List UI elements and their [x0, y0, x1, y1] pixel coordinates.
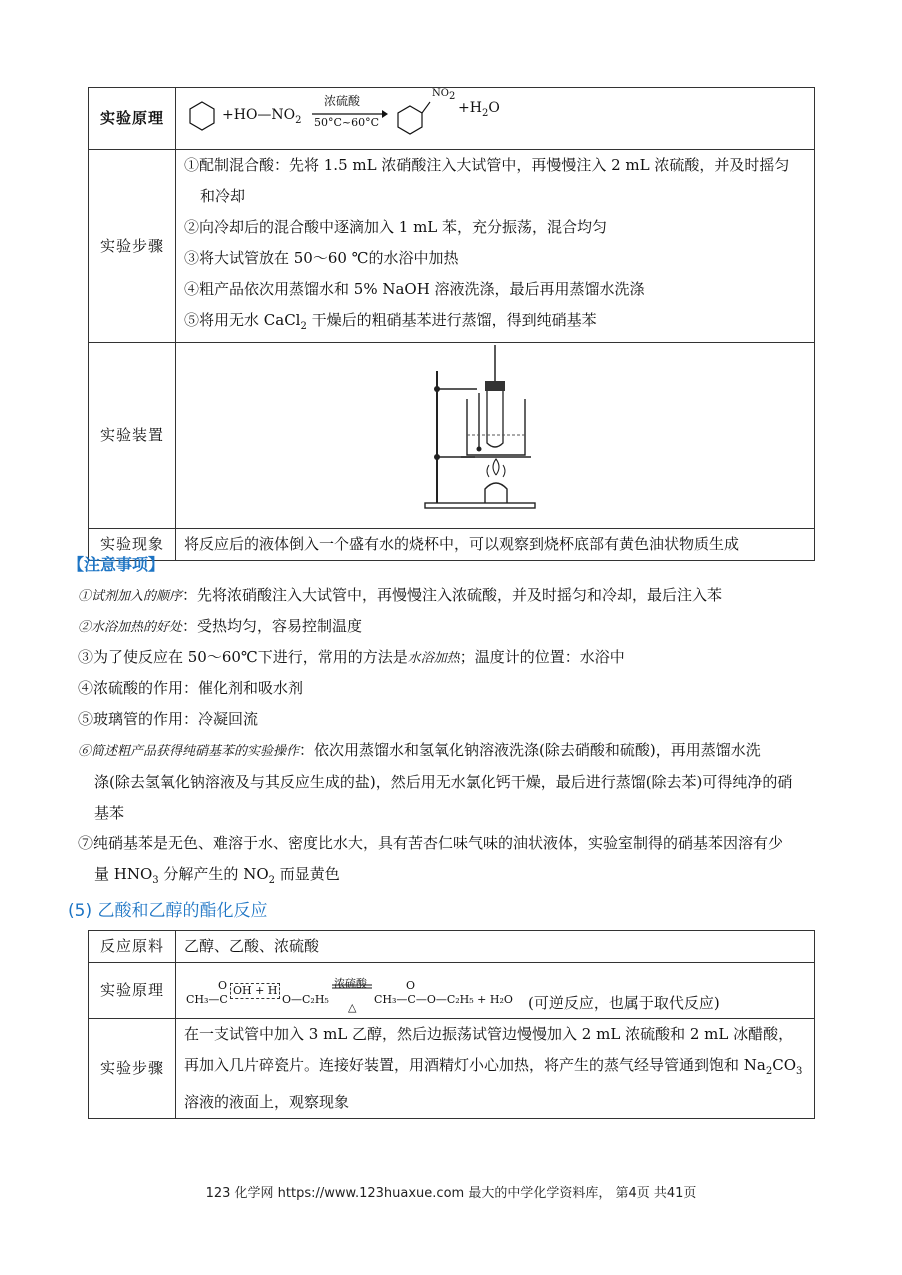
note-5: ⑤玻璃管的作用：冷凝回流 — [78, 710, 259, 728]
materials-label: 反应原料 — [89, 931, 176, 963]
condition-acid: 浓硫酸 — [324, 94, 361, 108]
page-footer: 123 化学网 https://www.123huaxue.com 最大的中学化学资料库， 第4页 共41页 — [205, 1186, 697, 1201]
esterification-table — [88, 930, 815, 1119]
esterification-steps: 在一支试管中加入 3 mL 乙醇，然后边振荡试管边慢慢加入 2 mL 浓硫酸和 2 mL 冰醋酸， 再加入几片碎瓷片。连接好装置，用酒精灯小心加热，将产生的蒸气经导管通到饱和 $Na_2CO_3$ 溶液的液面上，观察现象 — [176, 1019, 815, 1119]
apparatus-diagram — [415, 343, 575, 517]
condition-temp: 50°C~60°C — [314, 116, 380, 129]
eq-mid: O—C₂H₅ — [282, 992, 329, 1006]
eq-arrow — [332, 984, 372, 990]
esterification-equation — [184, 964, 806, 1018]
phenomenon-text: 将反应后的液体倒入一个盛有水的烧杯中，可以观察到烧杯底部有黄色油状物质生成 — [176, 529, 815, 561]
eq-cond-top: 浓硫酸 — [334, 976, 367, 990]
nitro-group: $NO_2$ — [432, 88, 456, 102]
materials-text: 乙醇、乙酸、浓硫酸 — [176, 931, 815, 963]
o-top-1: O — [218, 978, 228, 992]
eq-left: CH₃—C — [186, 992, 228, 1006]
note-7: ⑦纯硝基苯是无色、难溶于水、密度比水大，具有苦杏仁味气味的油状液体，实验室制得的硝基苯因溶有少 量 $HNO_3$ 分解产生的 $NO_2$ 而显黄色 — [78, 834, 784, 886]
nitration-table — [88, 87, 815, 561]
section-5-title: (5) 乙酸和乙醇的酯化反应 — [68, 901, 268, 921]
notes-heading: 【注意事项】 — [68, 555, 165, 574]
note-6: ⑥简述粗产品获得纯硝基苯的实验操作：依次用蒸馏水和氢氧化钠溶液洗涤(除去硝酸和硫酸)，再用蒸馏水洗 涤(除去氢氧化钠溶液及与其反应生成的盐)，然后用无水氯化钙干燥，最后进行蒸馏(除去苯)可得纯净的硝 基苯 — [78, 741, 793, 822]
step-3: ③将大试管放在 50～60 ℃的水浴中加热 — [184, 249, 459, 267]
step-1-cont: 和冷却 — [200, 187, 246, 205]
step-4: ④粗产品依次用蒸馏水和 5% NaOH 溶液洗涤，最后再用蒸馏水洗涤 — [184, 280, 645, 298]
principle-label-2: 实验原理 — [89, 963, 176, 1019]
phenomenon-label: 实验现象 — [89, 529, 176, 561]
esterification-equation-cell — [176, 963, 815, 1019]
eq-cond-bottom: △ — [348, 1000, 357, 1014]
eq-note: (可逆反应，也属于取代反应) — [528, 993, 720, 1012]
eq-boxed: OH + H — [230, 983, 280, 999]
o-top-2: O — [406, 978, 416, 992]
principle-label: 实验原理 — [89, 88, 176, 150]
steps-cell — [176, 150, 815, 343]
step-5: ⑤将用无水 CaCl$_2$ 干燥后的粗硝基苯进行蒸馏，得到纯硝基苯 — [184, 311, 597, 332]
eq-right: CH₃—C—O—C₂H₅ + H₂O — [374, 992, 513, 1006]
apparatus-label: 实验装置 — [89, 343, 176, 529]
reactant-hono2: $+HO—NO_2$ — [222, 107, 302, 126]
note-4: ④浓硫酸的作用：催化剂和吸水剂 — [78, 679, 304, 697]
note-1: ①试剂加入的顺序：先将浓硝酸注入大试管中，再慢慢注入浓硫酸，并及时摇匀和冷却，最后注入苯 — [78, 586, 723, 604]
step-2: ②向冷却后的混合酸中逐滴加入 1 mL 苯，充分振荡，混合均匀 — [184, 218, 608, 236]
apparatus-cell — [176, 343, 815, 529]
note-3: ③为了使反应在 50～60℃下进行，常用的方法是水浴加热；温度计的位置：水浴中 — [78, 648, 625, 666]
water-product: $+H_2O$ — [458, 100, 500, 119]
steps-label: 实验步骤 — [89, 150, 176, 343]
step-1: ①配制混合酸：先将 1.5 mL 浓硝酸注入大试管中，再慢慢注入 2 mL 浓硫酸，并及时摇匀 — [184, 156, 790, 174]
note-2: ②水浴加热的好处：受热均匀，容易控制温度 — [78, 617, 363, 635]
steps-label-2: 实验步骤 — [89, 1019, 176, 1119]
nitrobenzene-ring — [390, 96, 434, 140]
